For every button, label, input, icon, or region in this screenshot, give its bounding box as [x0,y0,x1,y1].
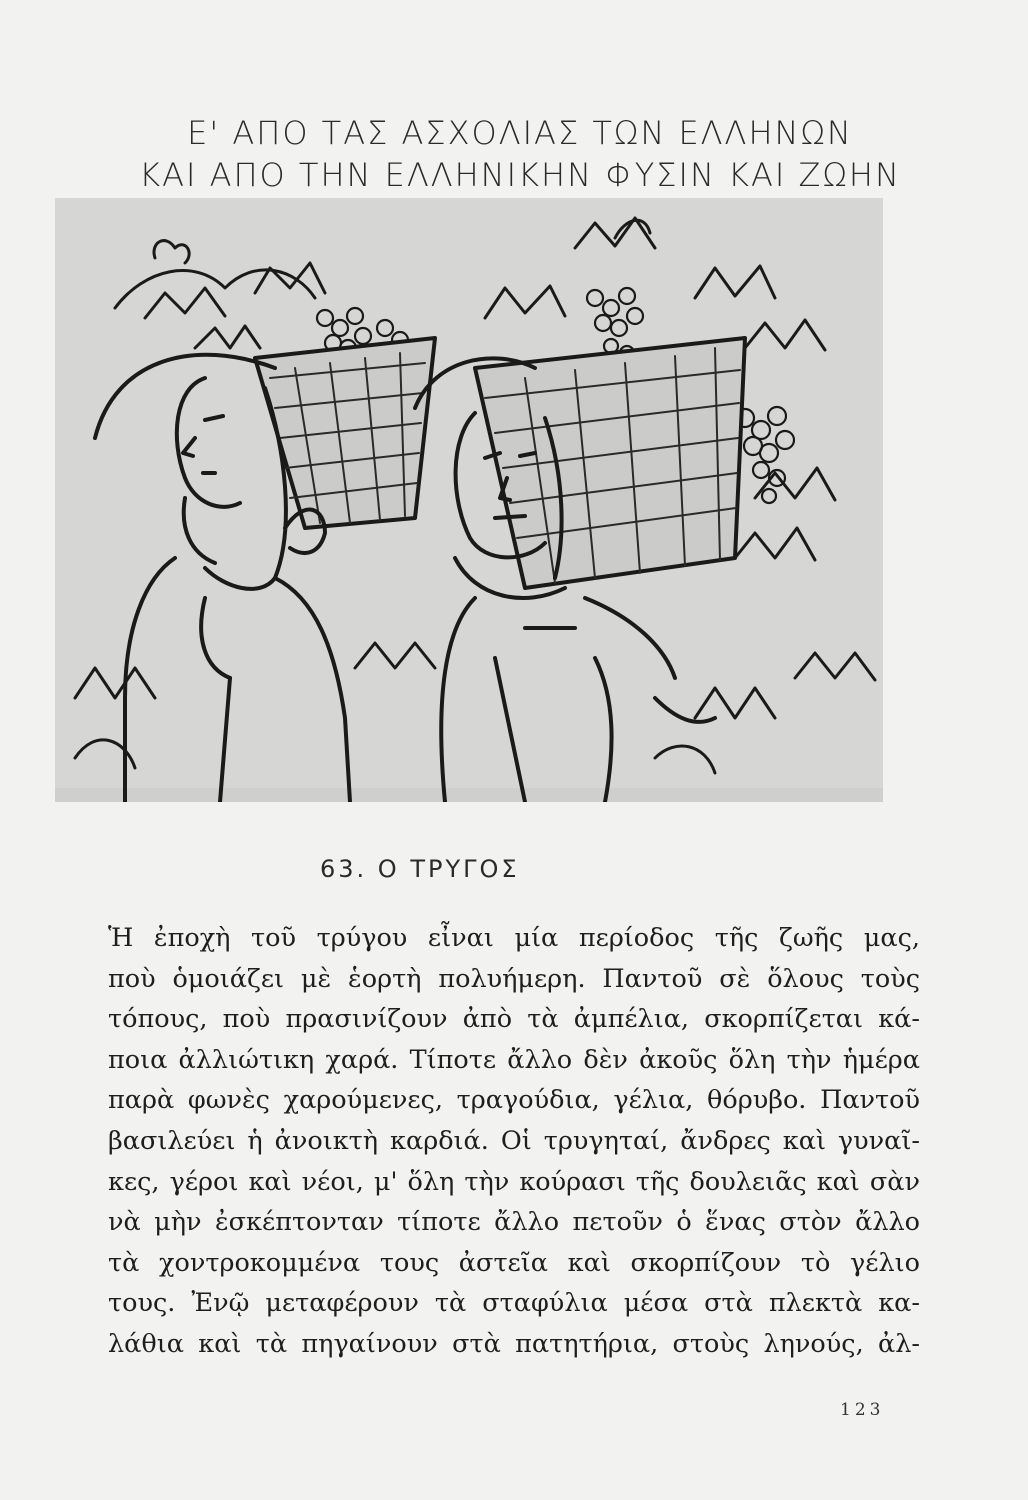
text-line: Ἡ ἐποχὴ τοῦ τρύγου εἶναι μία περίοδος τῆς ζωῆς μας, [108,923,920,953]
body-text [108,918,920,1365]
text-line: παρὰ φωνὲς χαρούμενες, τραγούδια, γέλια, θόρυβο. Παντοῦ [108,1085,920,1116]
section-title: 63. Ο ΤΡΥΓΟΣ [320,855,520,883]
text-line: τους. Ἐνῷ μεταφέρουν τὰ σταφύλια μέσα στὰ πλεκτὰ κα- [108,1288,920,1319]
text-line: τόπους, ποὺ πρασινίζουν ἀπὸ τὰ ἀμπέλια, σκορπίζεται κά- [108,1004,920,1035]
text-line: ποια ἀλλιώτικη χαρά. Τίποτε ἄλλο δὲν ἀκοῦς ὅλη τὴν ἡμέρα [108,1044,920,1075]
text-line: κες, γέροι καὶ νέοι, μ' ὅλη τὴν κούρασι τῆς δουλειᾶς καὶ σὰν [108,1166,920,1197]
chapter-header-line-2: ΚΑΙ ΑΠΟ ΤΗΝ ΕΛΛΗΝΙΚΗΝ ΦΥΣΙΝ ΚΑΙ ΖΩΗΝ [139,156,901,194]
text-line: λάθια καὶ τὰ πηγαίνουν στὰ πατητήρια, στοὺς ληνούς, ἀλ- [108,1328,920,1359]
text-line: τὰ χοντροκομμένα τους ἀστεῖα καὶ σκορπίζουν τὸ γέλιο [108,1247,920,1278]
chapter-header [80,112,960,196]
text-line: βασιλεύει ἡ ἀνοικτὴ καρδιά. Οἱ τρυγηταί, ἄνδρες καὶ γυναῖ- [108,1125,920,1156]
page-number: 123 [840,1400,885,1420]
grape-harvest-illustration [55,198,883,802]
text-line: ποὺ ὁμοιάζει μὲ ἑορτὴ πολυήμερη. Παντοῦ σὲ ὅλους τοὺς [108,963,920,994]
text-line: νὰ μὴν ἐσκέπτονταν τίποτε ἄλλο πετοῦν ὁ ἕνας στὸν ἄλλο [108,1207,920,1238]
chapter-header-line-1: Ε' ΑΠΟ ΤΑΣ ΑΣΧΟΛΙΑΣ ΤΩΝ ΕΛΛΗΝΩΝ [187,114,853,152]
